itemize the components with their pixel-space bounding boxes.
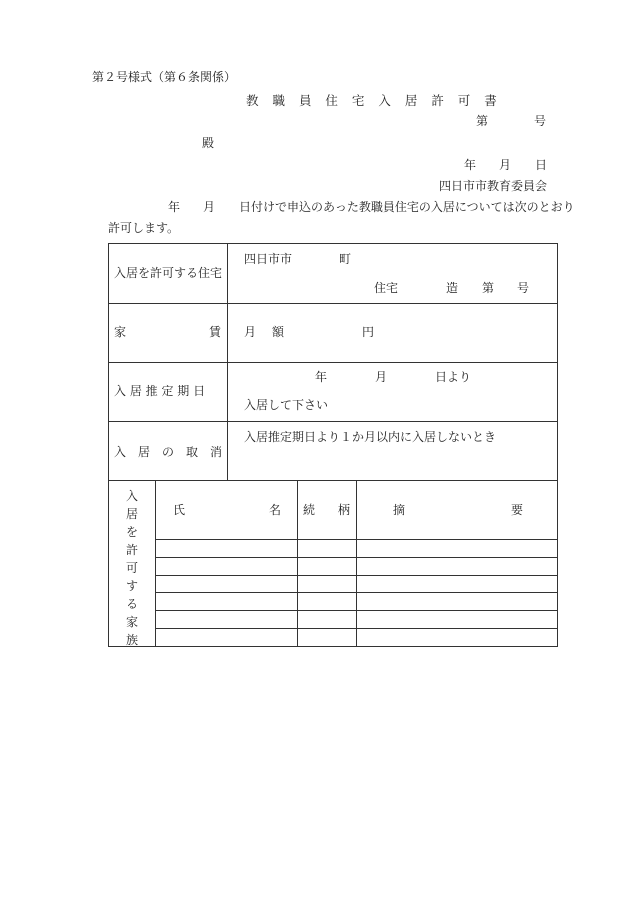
col-relation-a: 続 xyxy=(303,503,316,517)
body-line1: 日付けで申込のあった教職員住宅の入居については次のとおり xyxy=(239,200,575,214)
body-year: 年 xyxy=(168,200,181,214)
rent-monthly: 月 額 xyxy=(244,325,287,339)
rent-label-b: 賃 xyxy=(209,325,222,339)
date-month: 月 xyxy=(499,158,512,172)
family-label-char: 族 xyxy=(125,633,138,647)
housing-go: 号 xyxy=(517,281,530,295)
issuer: 四日市市教育委員会 xyxy=(439,179,548,193)
movein-year: 年 xyxy=(315,370,328,384)
family-label-char: を xyxy=(125,525,138,539)
col-name-a: 氏 xyxy=(173,503,186,517)
body-month: 月 xyxy=(203,200,216,214)
page-title: 教 職 員 住 宅 入 居 許 可 書 xyxy=(246,93,502,108)
rent-yen: 円 xyxy=(362,325,375,339)
family-label-char: る xyxy=(125,597,138,611)
family-label-char: 許 xyxy=(125,543,138,557)
rent-label-a: 家 xyxy=(114,325,127,339)
body-line2: 許可します。 xyxy=(108,221,180,235)
family-label-char: す xyxy=(125,579,138,593)
addressee-suffix: 殿 xyxy=(202,136,215,150)
number-dai: 第 xyxy=(476,114,489,128)
family-label-char: 居 xyxy=(125,507,138,521)
col-name-b: 名 xyxy=(269,503,282,517)
family-label-char: 家 xyxy=(125,615,138,629)
housing-jutaku: 住宅 xyxy=(374,281,399,295)
movein-label: 入 居 推 定 期 日 xyxy=(114,384,206,398)
form-number: 第２号様式（第６条関係） xyxy=(92,70,237,84)
col-note-a: 摘 xyxy=(393,503,406,517)
date-day: 日 xyxy=(535,158,548,172)
cancel-text: 入居推定期日より１か月以内に入居しないとき xyxy=(244,430,497,444)
family-label-char: 可 xyxy=(125,561,138,575)
movein-month: 月 xyxy=(375,370,388,384)
date-year: 年 xyxy=(464,158,477,172)
col-note-b: 要 xyxy=(511,503,524,517)
housing-town: 町 xyxy=(339,252,352,266)
movein-instruction: 入居して下さい xyxy=(244,398,329,412)
movein-day-from: 日より xyxy=(435,370,472,384)
housing-dai: 第 xyxy=(482,281,495,295)
col-relation-b: 柄 xyxy=(338,503,351,517)
family-label-char: 入 xyxy=(125,489,138,503)
cancel-label: 入 居 の 取 消 xyxy=(114,445,223,459)
housing-label: 入居を許可する住宅 xyxy=(114,266,223,280)
housing-city: 四日市市 xyxy=(244,252,293,266)
number-go: 号 xyxy=(534,114,547,128)
housing-zou: 造 xyxy=(446,281,459,295)
